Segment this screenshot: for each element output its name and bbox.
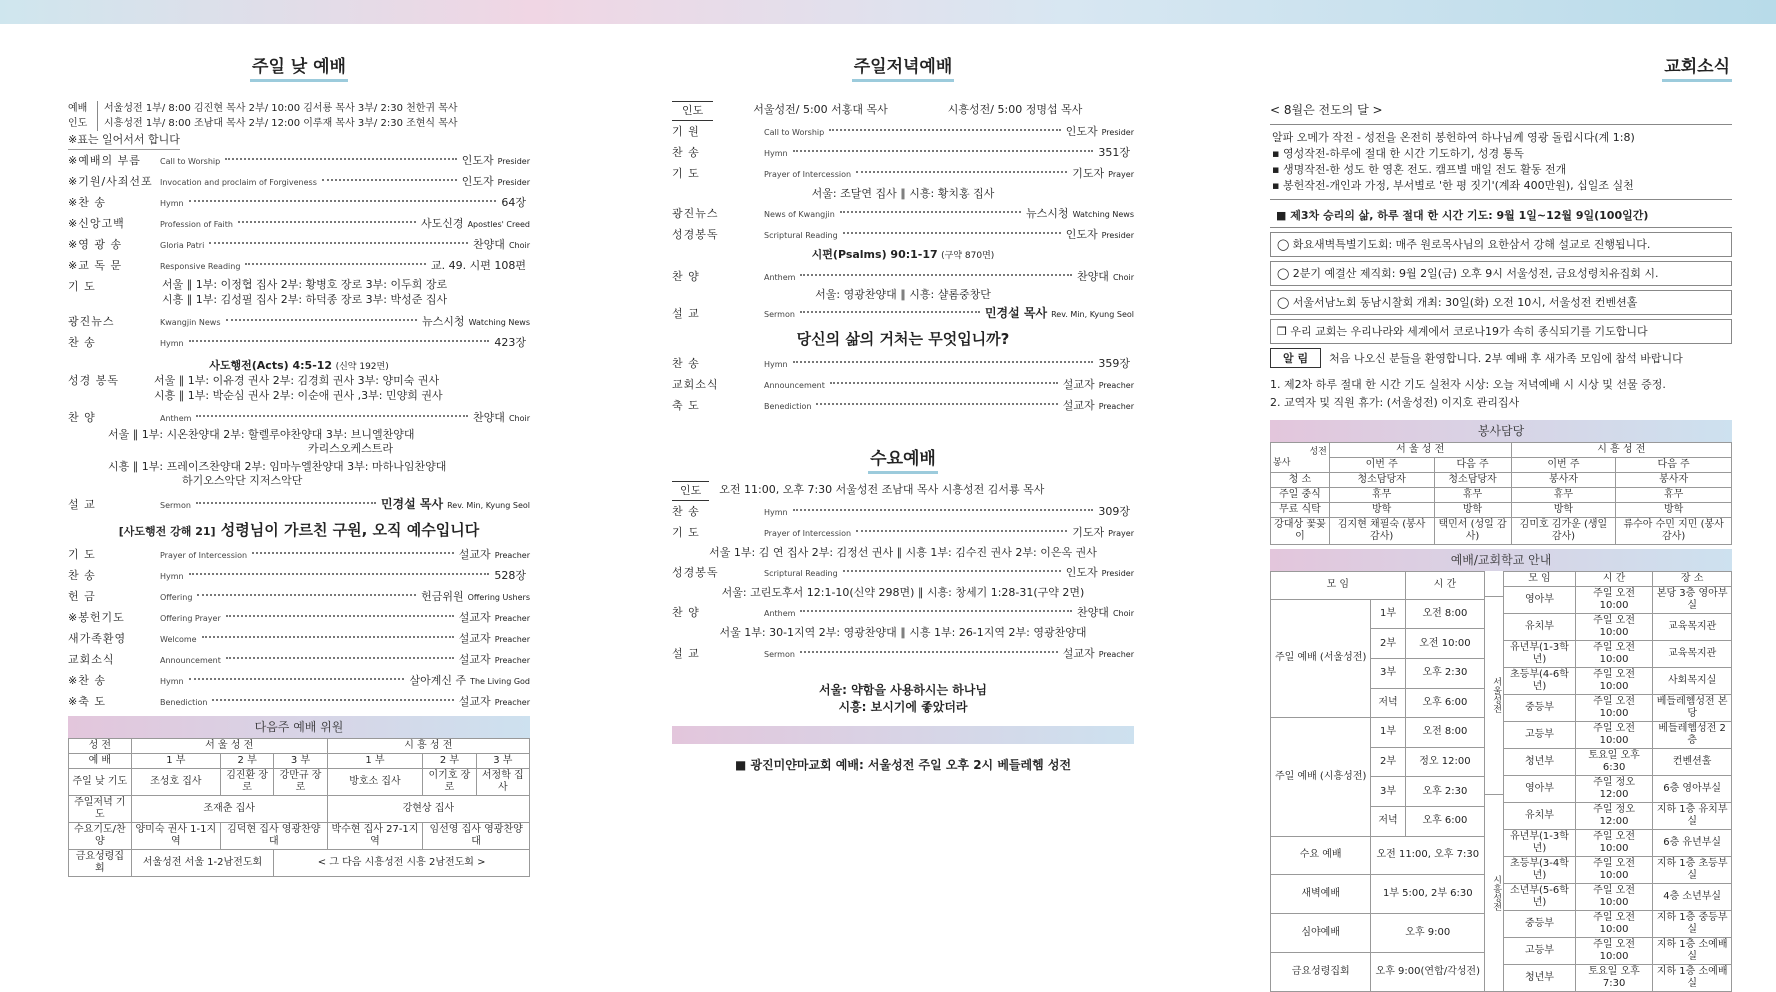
notice-tuesday: ◯ 화요새벽특별기도회: 매주 원로목사님의 요한삼서 강해 설교로 진행됩니다.: [1270, 232, 1732, 257]
order-item: ※기원/사죄선포 Invocation and proclaim of Forgiveness 인도자 Presider: [68, 175, 530, 188]
table-row: 저녁 오후 6:00: [1271, 688, 1485, 718]
table-row: 중등부 주일 오전 10:00 지하 1층 중등부실: [1504, 911, 1732, 938]
table-row: 중등부 주일 오전 10:00 베들레헴성전 본당: [1504, 695, 1732, 722]
order-item: 광진뉴스 News of Kwangjin 뉴스시청 Watching News: [672, 207, 1134, 220]
order-item: 찬 송 Hymn 351장: [672, 146, 1130, 159]
table-row: 3부 오후 2:30: [1271, 658, 1485, 688]
morning-order-1: [68, 150, 530, 276]
order-item: 기 원 Call to Worship 인도자 Presider: [672, 125, 1134, 138]
schedule-header: 예배/교회학교 안내: [1270, 549, 1732, 571]
wed-sermon-titles: 서울: 약함을 사용하시는 하나님 시흥: 보시기에 좋았더라: [818, 683, 988, 714]
morning-order-2: [68, 311, 530, 353]
welcome-notice: 알 림 처음 나오신 분들을 환영합니다. 2부 예배 후 새가족 모임에 참석 바랍니다: [1270, 348, 1732, 368]
order-item: ※축 도 Benediction 설교자 Preacher: [68, 695, 530, 708]
table-row: 유년부(1-3학년) 주일 오전 10:00 6층 유년부실: [1504, 830, 1732, 857]
schedule-left-table: 모 임 시 간 주일 예배 (서울성전) 1부 오전 8:00 2부 오전 10:00 3부 오후 2:30 저녁 오후 6:00 주일 예배 (시흥성전) 1부 오전 8:00 2부 정오 12:00 3부 오후 2:30 저녁 오후 6:00 수요 예배 오전 11:00, 오후 7:30 새벽예배 1부 5:00, 2부 6:30 심야예배 오후 9:00 금요성령집회 오후 9:00(연합/각성전): [1270, 571, 1485, 992]
stand-note: ※표는 일어서서 합니다: [68, 131, 180, 150]
table-row: 3부 오후 2:30: [1271, 777, 1485, 807]
wed-title: 수요예배: [672, 444, 1134, 469]
next-week-header: 다음주 예배 위원: [68, 716, 530, 738]
wed-anthem-line: 서울 1부: 30-1지역 2부: 영광찬양대 ∥ 시흥 1부: 26-1지역 2부: 영광찬양대: [719, 626, 1087, 639]
schedule-tables: [1270, 571, 1732, 992]
table-row: 유치부 주일 정오 12:00 지하 1층 유치부실: [1504, 803, 1732, 830]
table-row: 소년부(5-6학년) 주일 오전 10:00 4층 소년부실: [1504, 884, 1732, 911]
evening-order-1: [672, 121, 1134, 184]
times-label: 예배 인도: [68, 101, 98, 131]
table-row: 유치부 주일 오전 10:00 교육목지관: [1504, 614, 1732, 641]
scripture-readers: 성경 봉독 서울 ∥ 1부: 이유경 권사 2부: 김경희 권사 3부: 양미숙 권사 시흥 ∥ 1부: 박순심 권사 2부: 이순애 권사 ,3부: 민양희 권사: [68, 374, 443, 402]
evening-sermon: 설 교 Sermon 민경설 목사 Rev. Min, Kyung Seol: [672, 306, 1134, 320]
table-row: 청 소 청소담당자 청소담당자 봉사자 봉사자: [1271, 473, 1732, 488]
order-item: 광진뉴스 Kwangjin News 뉴스시청 Watching News: [68, 315, 530, 328]
table-row: 무료 식탁 방학 방학 방학 방학: [1271, 503, 1732, 518]
wed-lead: 인도 오전 11:00, 오후 7:30 서울성전 조남대 목사 시흥성전 김서룡 목사: [672, 481, 1134, 501]
order-item: ※찬 송 Hymn 살아계신 주 The Living God: [68, 674, 530, 687]
evening-service-column: [672, 40, 1134, 773]
order-item: 찬 송 Hymn 309장: [672, 505, 1130, 518]
reader-seoul: 서울 ∥ 1부: 이유경 권사 2부: 김경희 권사 3부: 양미숙 권사: [154, 374, 440, 387]
wed-sermon: 설 교 Sermon 설교자 Preacher: [672, 647, 1134, 660]
table-row: 청년부 토요일 오후 7:30 지하 1층 소예배실: [1504, 965, 1732, 992]
notice-presbytery: ◯ 서울서남노회 동남시찰회 개최: 30일(화) 오전 10시, 서울성전 컨벤션홀: [1270, 290, 1732, 315]
wed-anthem: 찬 양 Anthem 찬양대 Choir: [672, 606, 1134, 619]
mission-notice: 알파 오메가 작전 - 성전을 온전히 봉헌하여 하나님께 영광 돌립시다(계 1:8) ▪ 영성작전-하루에 절대 한 시간 기도하기, 성경 통독 ▪ 생명작전-한 성도 한 영혼 전도. 캠프별 매일 전도 활동 전개 ▪ 봉헌작전-개인과 가정, 부서별로 '한 평 짓기'(계좌 400만원), 십일조 실천: [1270, 124, 1732, 200]
wed-divider-bar: [672, 726, 1134, 744]
evening-anthem: 찬 양 Anthem 찬양대 Choir: [672, 270, 1134, 283]
order-item: 축 도 Benediction 설교자 Preacher: [672, 399, 1134, 412]
wed-prayer-line: 서울 1부: 김 연 집사 2부: 김정선 권사 ∥ 시흥 1부: 김수진 권사 2부: 이은옥 권사: [709, 546, 1097, 559]
table-row: 강대상 꽃꽂이 김지현 채필숙 (봉사 감사) 택민서 (성일 감사) 김미호 김가운 (생일 감사) 류수아 수민 지민 (봉사 감사): [1271, 518, 1732, 545]
siheung-times: 시흥성전 1부/ 8:00 조남대 목사 2부/ 12:00 이루재 목사 3부/ 2:30 조현식 목사: [104, 118, 458, 129]
evening-ref: 시편(Psalms) 90:1-17 (구약 870면): [811, 248, 995, 261]
table-row: 초등부(4-6학년) 주일 오전 10:00 사회목지실: [1504, 668, 1732, 695]
table-row: 영아부 주일 오전 10:00 본당 3층 영아부실: [1504, 587, 1732, 614]
evening-order-2: [672, 203, 1134, 245]
myanmar-notice: ■ 광진미얀마교회 예배: 서울성전 주일 오후 2시 베들레헴 성전: [734, 758, 1072, 772]
order-item: 찬 송 Hymn 423장: [68, 336, 526, 349]
order-item: 성경봉독 Scriptural Reading 인도자 Presider: [672, 566, 1134, 579]
order-item: 교회소식 Announcement 설교자 Preacher: [68, 653, 530, 666]
table-row: 청년부 토요일 오후 6:30 컨벤션홀: [1504, 749, 1732, 776]
table-row: 새벽예배 1부 5:00, 2부 6:30: [1271, 875, 1485, 914]
anthem-choirs: 서울 ∥ 1부: 시온찬양대 2부: 할렐루야찬양대 3부: 브니엘찬양대 카리스오케스트라 시흥 ∥ 1부: 프레이즈찬양대 2부: 임마누엘찬양대 3부: 마하나임찬양대 하기오스악단 지저스악단: [108, 428, 447, 487]
evening-order-3: [672, 353, 1134, 416]
schedule-side-labels: 서울성전 시흥성전: [1485, 571, 1503, 992]
order-item: 헌 금 Offering 헌금위원 Offering Ushers: [68, 590, 530, 603]
table-row: 수요 예배 오전 11:00, 오후 7:30: [1271, 836, 1485, 875]
evening-sermon-title: 당신의 삶의 거처는 무엇입니까?: [796, 330, 1010, 348]
order-item: 새가족환영 Welcome 설교자 Preacher: [68, 632, 530, 645]
next-week-table: 성 전 서 울 성 전 시 흥 성 전 예 배 1 부 2 부 3 부 1 부 2 부 3 부 주일 낮 기도 조성호 집사 김진환 장로 강만규 장로 방호소 집사 이기호 장로 서정학 집사 주일저녁 기도 조재춘 집사 강현상 집사 수요기도/찬양 양미숙 권사 1-1지역 김덕현 집사 영광찬양대 박수현 집사 27-1지역 임선영 집사 영광찬양대 금요성령집회 서울성전 서울 1-2남전도회 < 그 다음 시흥성전 시흥 2남전도회 >: [68, 738, 530, 877]
table-row: 고등부 주일 오전 10:00 베들레헴성전 2층: [1504, 722, 1732, 749]
top-gradient-bar: [0, 0, 1776, 24]
morning-order-3: [68, 544, 530, 712]
morning-anthem: 찬 양 Anthem 찬양대 Choir: [68, 411, 530, 424]
reader-siheung: 시흥 ∥ 1부: 박순심 권사 2부: 이순애 권사 ,3부: 민양희 권사: [154, 389, 443, 402]
order-item: 기 도 Prayer of Intercession 기도자 Prayer: [672, 526, 1134, 539]
service-times: [68, 101, 530, 131]
table-row: 2부 오전 10:00: [1271, 629, 1485, 659]
table-row: 주일 예배 (시흥성전) 1부 오전 8:00: [1271, 718, 1485, 748]
service-duty-table: 성전 봉사 서 울 성 전 시 흥 성 전 이번 주 다음 주 이번 주 다음 주 청 소 청소담당자 청소담당자 봉사자 봉사자 주일 중식 휴무 휴무 휴무 휴무 무료 식탁 방학 방학 방학 방학 강대상 꽃꽂이 김지현 채필숙 (봉사 감사) 택민서 (성일 감사) 김미호 김가운 (생일 감사) 류수아 수민 지민 (봉사 감사): [1270, 442, 1732, 545]
order-item: 성경봉독 Scriptural Reading 인도자 Presider: [672, 228, 1134, 241]
order-item: 교회소식 Announcement 설교자 Preacher: [672, 378, 1134, 391]
prayer-campaign: ■ 제3차 승리의 삶, 하루 절대 한 시간 기도: 9월 1일~12월 9일(100일간): [1270, 204, 1732, 228]
order-item: 기 도 Prayer of Intercession 기도자 Prayer: [672, 167, 1134, 180]
table-row: 주일 중식 휴무 휴무 휴무 휴무: [1271, 488, 1732, 503]
table-row: 초등부(3-4학년) 주일 오전 10:00 지하 1층 초등부실: [1504, 857, 1732, 884]
order-item: 기 도 Prayer of Intercession 설교자 Preacher: [68, 548, 530, 561]
order-item: ※영 광 송 Gloria Patri 찬양대 Choir: [68, 238, 530, 251]
month-theme: < 8월은 전도의 달 >: [1270, 103, 1383, 117]
morning-title: 주일 낮 예배: [68, 52, 530, 77]
order-item: ※예배의 부름 Call to Worship 인도자 Presider: [68, 154, 530, 167]
morning-prayer: 기 도: [68, 280, 96, 293]
wed-order-2: [672, 562, 1134, 583]
schedule-right-table: 모 임 시 간 장 소 영아부 주일 오전 10:00 본당 3층 영아부실 유치부 주일 오전 10:00 교육목지관 유년부(1-3학년) 주일 오전 10:00 교육목지관 초등부(4-6학년) 주일 오전 10:00 사회목지실 중등부 주일 오전 10:00 베들레헴성전 본당 고등부 주일 오전 10:00 베들레헴성전 2층 청년부 토요일 오후 6:30 컨벤션홀 영아부 주일 정오 12:00 6층 영아부실 유치부 주일 정오 12:00 지하 1층 유치부실 유년부(1-3학년) 주일 오전 10:00 6층 유년부실 초등부(3-4학년) 주일 오전 10:00 지하 1층 초등부실 소년부(5-6학년) 주일 오전 10:00 4층 소년부실 중등부 주일 오전 10:00 지하 1층 중등부실 고등부 주일 오전 10:00 지하 1층 소예배실 청년부 토요일 오후 7:30 지하 1층 소예배실: [1503, 571, 1732, 992]
order-item: 찬 송 Hymn 528장: [68, 569, 526, 582]
seoul-times: 서울성전 1부/ 8:00 김진현 목사 2부/ 10:00 김서룡 목사 3부/ 2:30 천한귀 목사: [104, 103, 458, 114]
table-row: 영아부 주일 정오 12:00 6층 영아부실: [1504, 776, 1732, 803]
notice-covid: ❒ 우리 교회는 우리나라와 세계에서 코로나19가 속히 종식되기를 기도합니다: [1270, 319, 1732, 344]
order-item: ※신앙고백 Profession of Faith 사도신경 Apostles' Creed: [68, 217, 530, 230]
news-title: 교회소식: [1270, 52, 1732, 77]
prayer-siheung: 시흥 ∥ 1부: 김성필 집사 2부: 하덕종 장로 3부: 박성준 집사: [162, 293, 448, 306]
order-item: 찬 송 Hymn 359장: [672, 357, 1130, 370]
table-row: 금요성령집회 오후 9:00(연합/각성전): [1271, 953, 1485, 992]
evening-lead: 인도 서울성전/ 5:00 서홍대 목사 시흥성전/ 5:00 정명섭 목사: [672, 101, 1134, 121]
wed-order-1: [672, 501, 1134, 543]
order-item: ※봉헌기도 Offering Prayer 설교자 Preacher: [68, 611, 530, 624]
service-duty-header: 봉사담당: [1270, 420, 1732, 442]
order-item: ※교 독 문 Responsive Reading 교. 49. 시편 108편: [68, 259, 526, 272]
morning-sermon-title: [사도행전 강해 21] 성령님이 가르친 구원, 오직 예수입니다: [118, 521, 480, 539]
table-row: 주일 예배 (서울성전) 1부 오전 8:00: [1271, 599, 1485, 629]
prayer-seoul: 서울 ∥ 1부: 이정협 집사 2부: 황병호 장로 3부: 이두희 장로: [162, 278, 448, 291]
table-row: 고등부 주일 오전 10:00 지하 1층 소예배실: [1504, 938, 1732, 965]
evening-title: 주일저녁예배: [672, 52, 1134, 77]
morning-service-column: [68, 40, 530, 877]
morning-sermon: 설 교 Sermon 민경설 목사 Rev. Min, Kyung Seol: [68, 497, 530, 511]
news-column: [1270, 40, 1732, 992]
evening-anthem-line: 서울: 영광찬양대 ∥ 시흥: 샬롬중창단: [815, 288, 991, 301]
table-row: 2부 정오 12:00: [1271, 747, 1485, 777]
table-row: 유년부(1-3학년) 주일 오전 10:00 교육목지관: [1504, 641, 1732, 668]
notice-meeting: ◯ 2분기 예결산 제직회: 9월 2일(금) 오후 9시 서울성전, 금요성령치유집회 시.: [1270, 261, 1732, 286]
order-item: ※찬 송 Hymn 64장: [68, 196, 526, 209]
wed-ref-line: 서울: 고린도후서 12:1-10(신약 298면) ∥ 시흥: 창세기 1:28-31(구약 2면): [721, 586, 1085, 599]
table-row: 심야예배 오후 9:00: [1271, 914, 1485, 953]
table-row: 저녁 오후 6:00: [1271, 806, 1485, 836]
scripture-ref: 사도행전(Acts) 4:5-12 (신약 192면): [209, 359, 389, 372]
points-list: 1. 제2차 하루 절대 한 시간 기도 실천자 시상: 오늘 저녁예배 시 시상 및 선물 증정. 2. 교역자 및 직원 휴가: (서울성전) 이지호 관리집사: [1270, 378, 1666, 409]
evening-prayer-line: 서울: 조달연 집사 ∥ 시흥: 황치홍 집사: [811, 187, 995, 200]
